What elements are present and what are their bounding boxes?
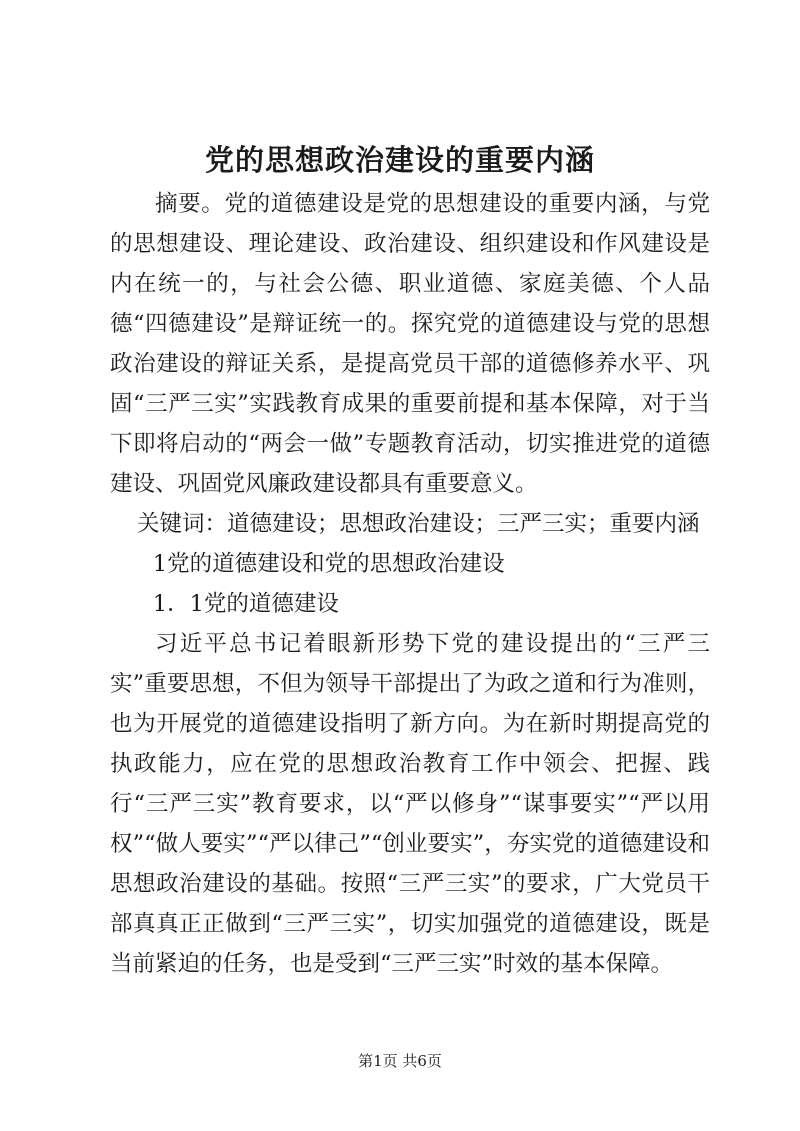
document-title: 党的思想政治建设的重要内涵 — [204, 143, 595, 177]
abstract-paragraph: 摘要。党的道德建设是党的思想建设的重要内涵，与党的思想建设、理论建设、政治建设、组织建设和作风建设是内在统一的，与社会公德、职业道德、家庭美德、个人品德“四德建设”是辩证统一的。探究党的道德建设与党的思想政治建设的辩证关系，是提高党员干部的道德修养水平、巩固“三严三实”实践教育成果的重要前提和基本保障，对于当下即将启动的“两会一做”专题教育活动，切实推进党的道德建设、巩固党风廉政建设都具有重要意义。 — [110, 191, 710, 497]
document-body — [110, 184, 710, 984]
keywords-line: 关键词：道德建设；思想政治建设；三严三实；重要内涵 — [137, 511, 700, 537]
page-footer: 第1页 共6页 — [358, 1052, 442, 1070]
body-paragraph: 习近平总书记着眼新形势下党的建设提出的“三严三实”重要思想，不但为领导干部提出了为政之道和行为准则，也为开展党的道德建设指明了新方向。为在新时期提高党的执政能力，应在党的思想政治教育工作中领会、把握、践行“三严三实”教育要求，以“严以修身”“谋事要实”“严以用权”“做人要实”“严以律己”“创业要实”，夯实党的道德建设和思想政治建设的基础。按照“三严三实”的要求，广大党员干部真真正正做到“三严三实”，切实加强党的道德建设，既是当前紧迫的任务，也是受到“三严三实”时效的基本保障。 — [110, 631, 710, 977]
subsection-heading: 1．1党的道德建设 — [152, 591, 339, 617]
section-heading: 1党的道德建设和党的思想政治建设 — [152, 551, 505, 577]
